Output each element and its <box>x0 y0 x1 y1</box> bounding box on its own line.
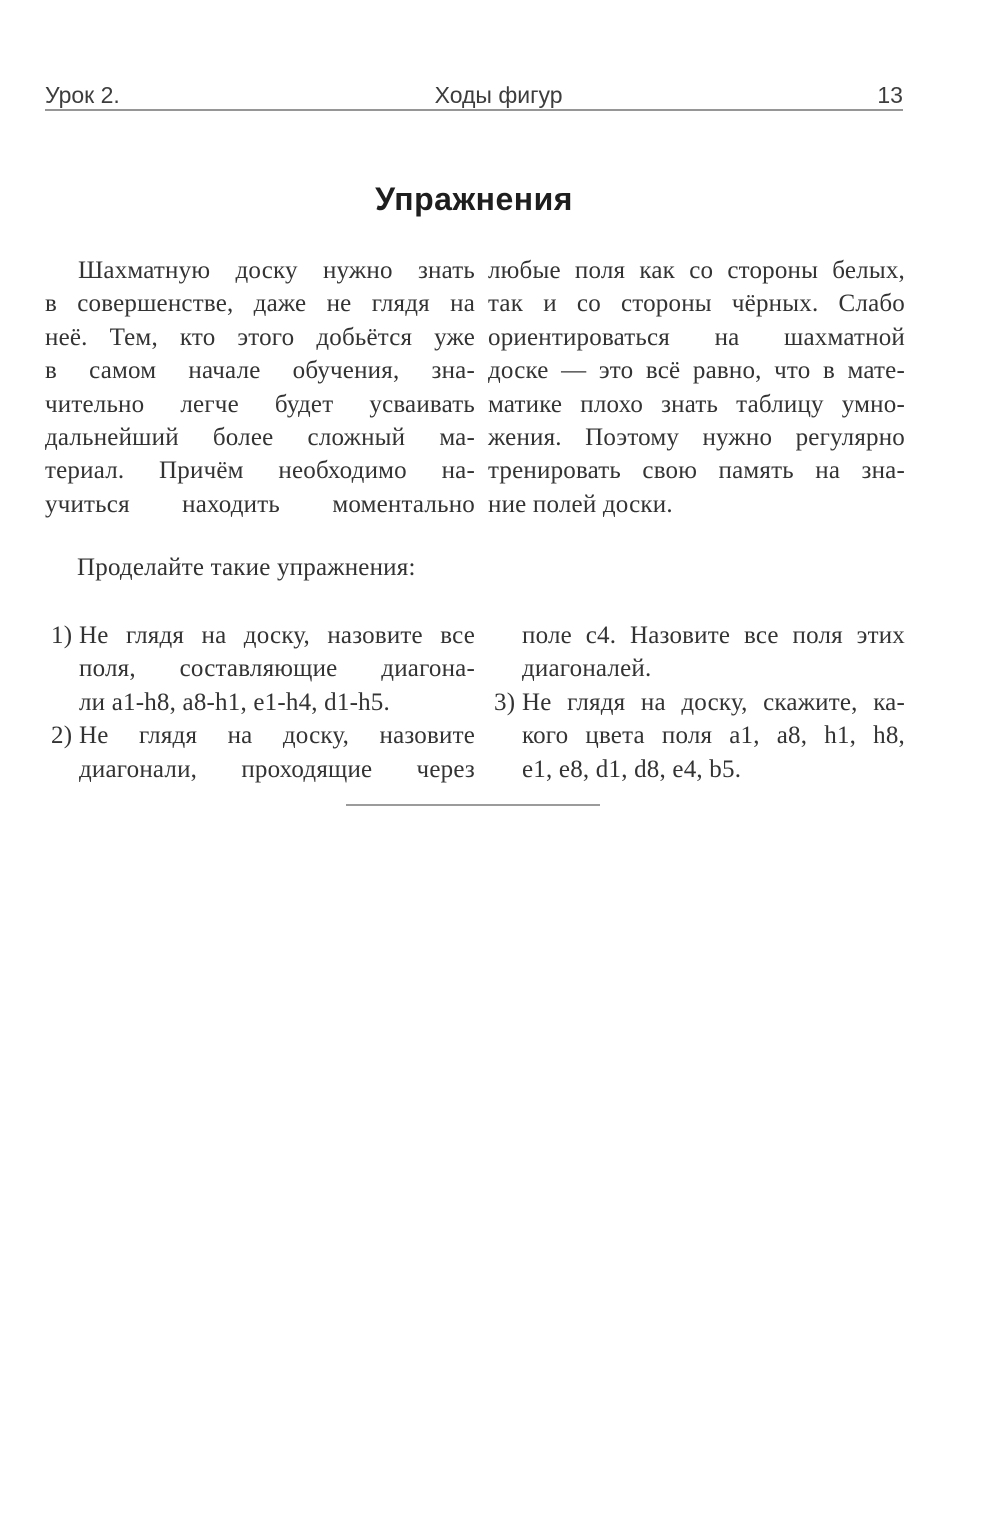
intro-left-column <box>45 254 475 521</box>
text-line-content: ориентироваться на шахматной <box>488 323 905 351</box>
exercise-line <box>488 619 905 652</box>
exercise-line-content: e1, e8, d1, d8, e4, b5. <box>522 755 742 783</box>
header-chapter-title: Ходы фигур <box>434 82 563 108</box>
item-number: 3) <box>494 688 516 716</box>
exercise-line <box>488 719 905 752</box>
text-line-content: тренировать свою память на зна- <box>488 457 905 485</box>
page-number: 13 <box>877 82 903 108</box>
exercise-line <box>45 652 475 685</box>
text-line-content: в самом начале обучения, зна- <box>45 357 475 385</box>
item-number: 2) <box>51 722 73 750</box>
text-line <box>488 421 905 454</box>
divider-rule <box>346 804 600 806</box>
intro-right-column <box>488 254 905 521</box>
exercise-line <box>45 619 475 652</box>
text-line-content: териал. Причём необходимо на- <box>45 457 475 485</box>
exercise-line <box>488 652 905 685</box>
exercise-line <box>45 686 475 719</box>
exercises-prompt: Проделайте такие упражнения: <box>77 554 416 581</box>
exercise-line-content: ли a1-h8, a8-h1, e1-h4, d1-h5. <box>79 688 390 716</box>
exercise-line-content: поле c4. Назовите все поля этих <box>522 622 905 649</box>
exercise-line-content: поля, составляющие диагона- <box>79 655 475 683</box>
text-line-content: дальнейший более сложный ма- <box>45 424 475 452</box>
text-line <box>45 488 475 521</box>
text-line <box>45 454 475 487</box>
intro-paragraph <box>45 254 905 521</box>
exercise-line <box>488 686 905 719</box>
exercise-line <box>45 719 475 752</box>
text-line <box>45 421 475 454</box>
section-title: Упражнения <box>375 181 573 217</box>
header-rule <box>45 109 903 111</box>
text-line-content: учиться находить моментально <box>45 490 475 518</box>
header-lesson-label: Урок 2. <box>45 82 120 108</box>
exercises-right-column <box>488 619 905 786</box>
text-line <box>488 488 905 521</box>
exercise-line-content: Не глядя на доску, скажите, ка- <box>522 688 905 716</box>
exercise-line <box>488 753 905 786</box>
exercise-line-content: диагоналей. <box>522 655 652 683</box>
text-line-content: так и со стороны чёрных. Слабо <box>488 290 905 318</box>
page-header <box>45 82 903 108</box>
exercises-left-column <box>45 619 475 786</box>
text-line <box>488 454 905 487</box>
text-line-content: в совершенстве, даже не глядя на <box>45 290 475 318</box>
text-line <box>45 254 475 287</box>
exercise-line-content: кого цвета поля a1, a8, h1, h8, <box>522 722 905 750</box>
exercise-list <box>45 619 905 786</box>
text-line <box>45 287 475 320</box>
text-line <box>488 388 905 421</box>
text-line-content: Шахматную доску нужно знать <box>78 257 475 284</box>
text-line <box>45 388 475 421</box>
text-line <box>45 321 475 354</box>
exercise-line <box>45 753 475 786</box>
text-line <box>488 321 905 354</box>
item-number: 1) <box>51 622 73 649</box>
text-line-content: ние полей доски. <box>488 490 673 518</box>
text-line <box>488 354 905 387</box>
exercise-line-content: Не глядя на доску, назовите все <box>79 622 475 649</box>
text-line-content: любые поля как со стороны белых, <box>488 257 905 284</box>
text-line <box>488 287 905 320</box>
text-line-content: матике плохо знать таблицу умно- <box>488 390 905 418</box>
text-line-content: неё. Тем, кто этого добьётся уже <box>45 323 475 351</box>
text-line-content: чительно легче будет усваивать <box>45 390 475 418</box>
text-line <box>45 354 475 387</box>
exercise-line-content: Не глядя на доску, назовите <box>79 722 475 750</box>
text-line <box>488 254 905 287</box>
text-line-content: жения. Поэтому нужно регулярно <box>488 424 905 452</box>
text-line-content: доске — это всё равно, что в мате- <box>488 357 905 385</box>
exercise-line-content: диагонали, проходящие через <box>79 755 475 783</box>
